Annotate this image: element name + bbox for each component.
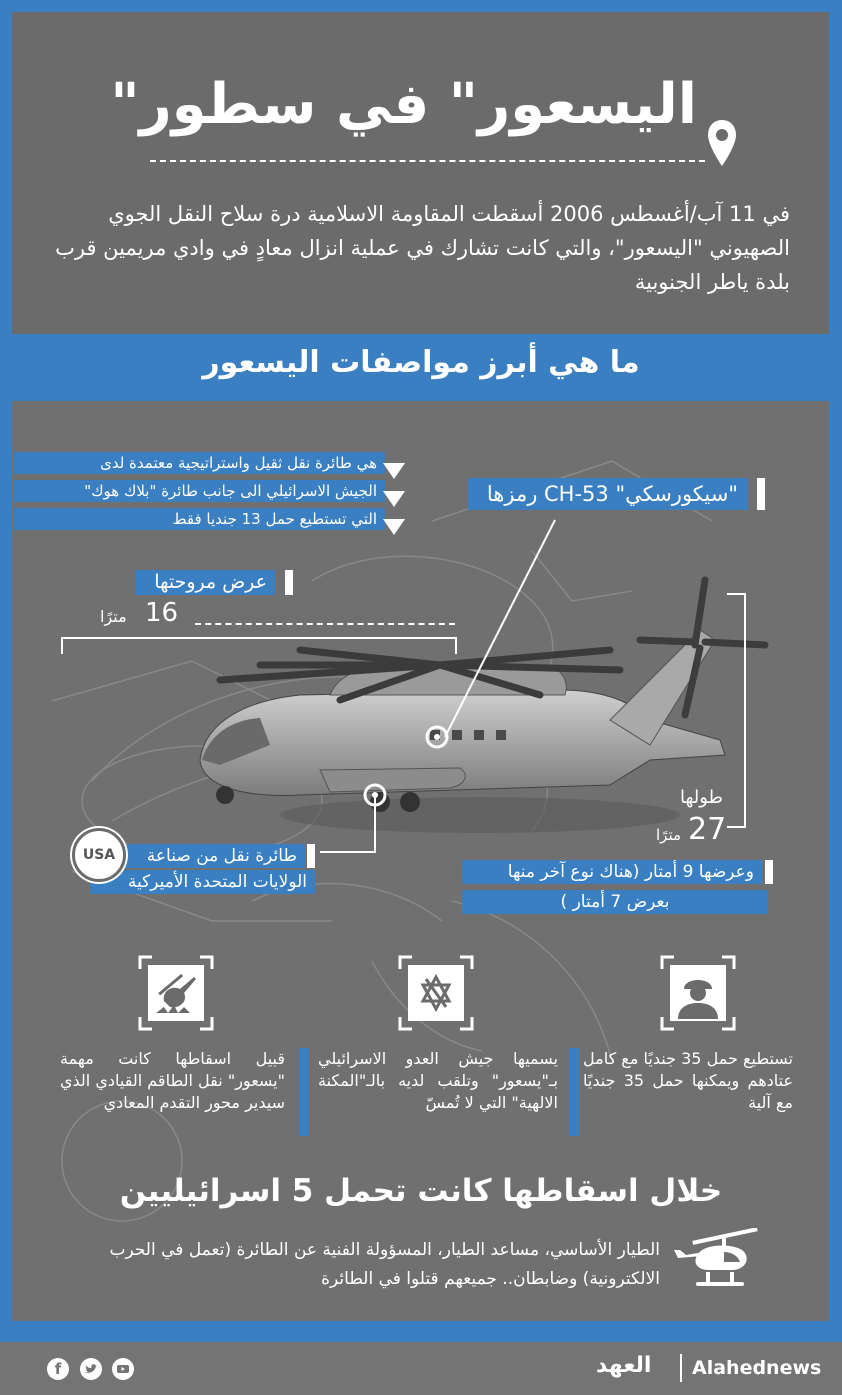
brand-latin: Alahednews bbox=[692, 1357, 822, 1379]
code-label-marker bbox=[757, 478, 765, 510]
rotor-unit: مترًا bbox=[100, 607, 127, 626]
origin-label-marker bbox=[307, 844, 315, 868]
brand-separator bbox=[680, 1354, 682, 1382]
triangle-marker-icon bbox=[383, 463, 405, 479]
width-line-2: بعرض 7 أمتار ) bbox=[462, 890, 768, 914]
length-value: 27 bbox=[688, 812, 727, 847]
title-divider bbox=[150, 160, 705, 162]
origin-line-2: الولايات المتحدة الأميركية bbox=[90, 870, 315, 894]
rotor-value: 16 bbox=[145, 598, 179, 628]
star-of-david-icon bbox=[398, 955, 474, 1031]
description-line-2: الجيش الاسرائيلي الى جانب طائرة "بلاك هوك" bbox=[14, 480, 385, 502]
downed-helicopter-icon bbox=[138, 955, 214, 1031]
length-label: طولها bbox=[680, 787, 723, 808]
footer-bar bbox=[0, 1342, 842, 1395]
width-line-1: وعرضها 9 أمتار (هناك نوع آخر منها bbox=[462, 860, 762, 884]
length-unit: مترًا bbox=[656, 826, 682, 844]
youtube-icon[interactable] bbox=[112, 1358, 134, 1380]
description-line-1: هي طائرة نقل ثقيل واستراتيجية معتمدة لدى bbox=[14, 452, 385, 474]
crew-title: خلال اسقاطها كانت تحمل 5 اسرائيليين bbox=[119, 1173, 723, 1209]
rotor-label: عرض مروحتها bbox=[135, 570, 275, 595]
usa-seal-icon bbox=[72, 828, 126, 882]
feature-text-soldiers: تستطيع حمل 35 جنديًا مع كامل عتادهم ويمكنها حمل 35 جنديًا مع آلية bbox=[583, 1049, 794, 1112]
code-label: "سيكورسكي" CH-53 رمزها bbox=[468, 478, 748, 510]
width-label-marker bbox=[765, 860, 773, 884]
feature-divider-2 bbox=[299, 1048, 309, 1136]
feature-text-nickname: يسميها جيش العدو الاسرائيلي بـ"يسعور" وتلقب لديه بالـ"المكنة الالهية" التي لا تُمسّ bbox=[318, 1049, 558, 1112]
twitter-icon[interactable] bbox=[80, 1358, 102, 1380]
facebook-icon[interactable]: f bbox=[47, 1358, 69, 1380]
description-line-3: التي تستطيع حمل 13 جنديا فقط bbox=[14, 508, 385, 530]
helicopter-icon bbox=[672, 1228, 762, 1292]
feature-text-mission: قبيل اسقاطها كانت مهمة "يسعور" نقل الطاقم القيادي الذي سيدير محور التقدم المعادي bbox=[60, 1049, 285, 1112]
page-title: "اليسعور" في سطور bbox=[110, 72, 697, 137]
usa-badge-text: USA bbox=[82, 847, 116, 863]
length-bracket bbox=[725, 592, 750, 832]
brand-arabic: العهد bbox=[596, 1353, 652, 1378]
location-pin-icon bbox=[706, 118, 738, 168]
crew-text: الطيار الأساسي، مساعد الطيار، المسؤولة الفنية عن الطائرة (تعمل في الحرب الالكترونية) وضابطان.. جميعهم قتلوا في الطائرة bbox=[109, 1240, 660, 1289]
callout-lines bbox=[300, 500, 580, 860]
feature-divider-1 bbox=[569, 1048, 579, 1136]
section-title: ما هي أبرز مواصفات اليسعور bbox=[202, 345, 640, 380]
origin-line-1: طائرة نقل من صناعة bbox=[125, 844, 305, 868]
soldier-icon bbox=[660, 955, 736, 1031]
intro-text: في 11 آب/أغسطس 2006 أسقطت المقاومة الاسلامية درة سلاح النقل الجوي الصهيوني "اليسعور"، والتي كانت تشارك في عملية انزال معادٍ في وادي مريمين قرب بلدة ياطر الجنوبية bbox=[55, 202, 790, 294]
